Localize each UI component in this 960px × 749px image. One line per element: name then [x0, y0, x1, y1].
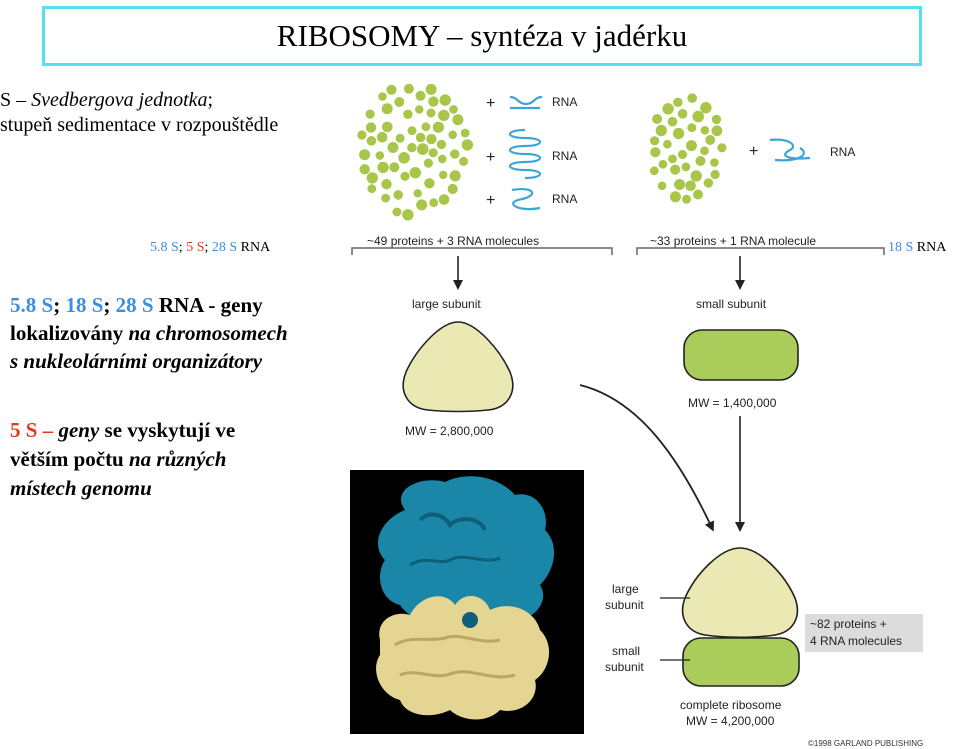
gene-58s: 5.8 S — [10, 293, 54, 317]
protein-dot — [433, 122, 444, 133]
small-bracket — [637, 248, 884, 255]
protein-dot — [711, 170, 720, 179]
protein-dot — [450, 170, 461, 181]
protein-dot — [382, 122, 393, 133]
protein-dot — [678, 150, 687, 159]
page-title: RIBOSOMY – syntéza v jadérku — [276, 18, 688, 53]
sep: ; — [204, 240, 212, 255]
small-bracket-label: ~33 proteins + 1 RNA molecule — [650, 234, 817, 248]
protein-dot — [650, 166, 659, 175]
protein-dot — [705, 135, 715, 145]
plus-sign: + — [749, 143, 759, 160]
protein-dot — [452, 114, 463, 125]
protein-dot — [386, 85, 396, 95]
protein-dot — [700, 146, 709, 155]
genes-text: lokalizovány — [10, 321, 129, 345]
complete-large-label: large — [612, 582, 639, 596]
rna-label: RNA — [552, 95, 578, 109]
protein-dot — [700, 102, 711, 113]
sep: ; — [53, 293, 66, 317]
protein-dot — [461, 129, 470, 138]
large-mw-label: MW = 2,800,000 — [405, 424, 494, 438]
protein-dot — [670, 165, 680, 175]
rna-58s: 5.8 S — [150, 240, 179, 255]
protein-dot — [360, 164, 370, 174]
gene-18s: 18 S — [65, 293, 104, 317]
sep: ; — [103, 293, 116, 317]
small-mw-label: MW = 1,400,000 — [688, 396, 777, 410]
protein-dot — [448, 131, 457, 140]
svedberg-line-2: stupeň sedimentace v rozpouštědle — [0, 114, 279, 136]
protein-dot — [662, 103, 673, 114]
protein-dot — [366, 110, 375, 119]
protein-dot — [652, 114, 662, 124]
genes-line-3: s nukleolárními organizátory — [10, 349, 263, 373]
gene-28s: 28 S — [115, 293, 154, 317]
complete-small-label: subunit — [605, 660, 644, 674]
protein-dot — [656, 125, 667, 136]
protein-dot — [459, 157, 468, 166]
protein-dot — [400, 172, 409, 181]
sep: ; — [178, 240, 187, 255]
protein-dot — [377, 132, 388, 143]
complete-large-label: subunit — [605, 598, 644, 612]
protein-dot — [692, 111, 704, 123]
protein-dot — [404, 84, 414, 94]
protein-dot — [429, 148, 438, 157]
five-s-line-3: místech genomu — [10, 476, 152, 500]
protein-dot — [673, 128, 684, 139]
protein-dot — [438, 110, 449, 121]
protein-dot — [427, 109, 436, 118]
protein-dot — [439, 171, 447, 179]
protein-dot — [462, 139, 473, 150]
protein-dot — [437, 140, 446, 149]
rna-strand-small — [510, 97, 542, 104]
protein-dot — [704, 178, 713, 187]
protein-dot — [408, 126, 417, 135]
protein-dot — [717, 143, 726, 152]
protein-dot — [650, 147, 660, 157]
protein-dot — [426, 134, 436, 144]
protein-dot — [663, 140, 672, 149]
five-s-text: větším počtu — [10, 447, 129, 471]
protein-dot — [378, 92, 387, 101]
protein-dot — [682, 163, 691, 172]
protein-dot — [416, 199, 427, 210]
protein-dot — [428, 96, 438, 106]
protein-dot — [414, 189, 422, 197]
svedberg-italic: Svedbergova jednotka — [31, 89, 208, 111]
protein-dot — [696, 156, 706, 166]
plus-sign: + — [486, 149, 496, 166]
rna-strand-medium — [512, 189, 540, 209]
rna-label: RNA — [830, 145, 856, 159]
protein-dot — [687, 123, 696, 132]
complete-mw-label: MW = 4,200,000 — [686, 714, 775, 728]
protein-dot — [673, 98, 682, 107]
rna-suffix: RNA — [913, 240, 947, 255]
large-subunit-shape — [403, 322, 513, 412]
svedberg-prefix: S – — [0, 89, 32, 111]
protein-dot — [417, 143, 429, 155]
protein-dot — [685, 181, 696, 192]
protein-dot — [376, 151, 385, 160]
rna-strand-large — [510, 130, 540, 178]
complete-info-line-2: 4 RNA molecules — [810, 634, 903, 648]
genes-italic: na chromosomech — [128, 321, 288, 345]
protein-dot — [448, 184, 458, 194]
small-protein-cluster — [650, 93, 727, 204]
large-bracket — [352, 248, 612, 255]
rna-5s: 5 S — [186, 240, 205, 255]
complete-small-label: small — [612, 644, 641, 658]
protein-dot — [416, 91, 426, 101]
protein-dot — [377, 162, 388, 173]
five-s-red: 5 S – — [10, 418, 59, 442]
complete-ribosome-label: complete ribosome — [680, 698, 782, 712]
protein-dot — [366, 122, 376, 132]
large-bracket-label: ~49 proteins + 3 RNA molecules — [367, 234, 540, 248]
protein-dot — [359, 149, 370, 160]
protein-dot — [398, 152, 410, 164]
five-s-text: se vyskytují ve — [99, 418, 236, 442]
protein-dot — [424, 159, 433, 168]
protein-dot — [439, 194, 450, 205]
protein-dot — [450, 149, 459, 158]
protein-dot — [426, 84, 437, 95]
rna-strand-18s — [770, 140, 810, 161]
protein-dot — [393, 190, 403, 200]
complete-info-line-1: ~82 proteins + — [810, 617, 887, 631]
protein-dot — [682, 195, 691, 204]
protein-dot — [668, 117, 678, 127]
rna-label: RNA — [552, 149, 578, 163]
protein-dot — [691, 170, 702, 181]
complete-small-subunit — [683, 638, 799, 686]
rna-suffix: RNA — [237, 240, 271, 255]
protein-dot — [388, 142, 399, 153]
large-subunit-label: large subunit — [412, 297, 481, 311]
protein-dot — [410, 167, 421, 178]
protein-dot — [381, 194, 390, 203]
protein-dot — [712, 125, 723, 136]
svedberg-suffix: ; — [207, 89, 214, 111]
protein-dot — [367, 136, 377, 146]
rna-label: RNA — [552, 192, 578, 206]
protein-dot — [678, 109, 688, 119]
protein-dot — [658, 182, 667, 191]
protein-dot — [659, 160, 668, 169]
protein-dot — [422, 122, 431, 131]
small-subunit-label: small subunit — [696, 297, 767, 311]
protein-dot — [357, 130, 366, 139]
rna-28s: 28 S — [211, 240, 238, 255]
protein-dot — [668, 155, 677, 164]
protein-dot — [701, 126, 710, 135]
large-protein-cluster — [357, 84, 473, 221]
protein-dot — [712, 115, 721, 124]
complete-large-subunit — [683, 548, 798, 637]
protein-dot — [382, 103, 393, 114]
rna-18s: 18 S — [888, 240, 914, 255]
protein-dot — [403, 110, 412, 119]
small-subunit-shape — [684, 330, 798, 380]
plus-sign: + — [486, 95, 496, 112]
protein-dot — [402, 209, 413, 220]
protein-dot — [367, 172, 378, 183]
protein-dot — [367, 184, 376, 193]
protein-dot — [407, 143, 416, 152]
protein-dot — [650, 136, 659, 145]
protein-dot — [424, 178, 434, 188]
protein-dot — [449, 105, 458, 114]
gene-suffix: RNA - geny — [153, 293, 263, 317]
protein-dot — [416, 133, 426, 143]
five-s-italic: na různých — [129, 447, 227, 471]
protein-dot — [674, 179, 685, 190]
protein-dot — [687, 93, 697, 103]
protein-dot — [686, 140, 697, 151]
protein-dot — [693, 190, 703, 200]
protein-dot — [392, 208, 401, 217]
protein-dot — [415, 105, 423, 113]
five-s-italic: geny — [58, 418, 100, 442]
protein-dot — [389, 162, 399, 172]
protein-dot — [396, 134, 405, 143]
protein-dot — [429, 198, 438, 207]
protein-dot — [438, 155, 447, 164]
protein-dot — [440, 94, 451, 105]
copyright-text: ©1998 GARLAND PUBLISHING — [808, 739, 924, 748]
protein-dot — [381, 179, 391, 189]
protein-dot — [710, 158, 719, 167]
protein-dot — [394, 97, 404, 107]
plus-sign: + — [486, 192, 496, 209]
protein-dot — [670, 191, 681, 202]
